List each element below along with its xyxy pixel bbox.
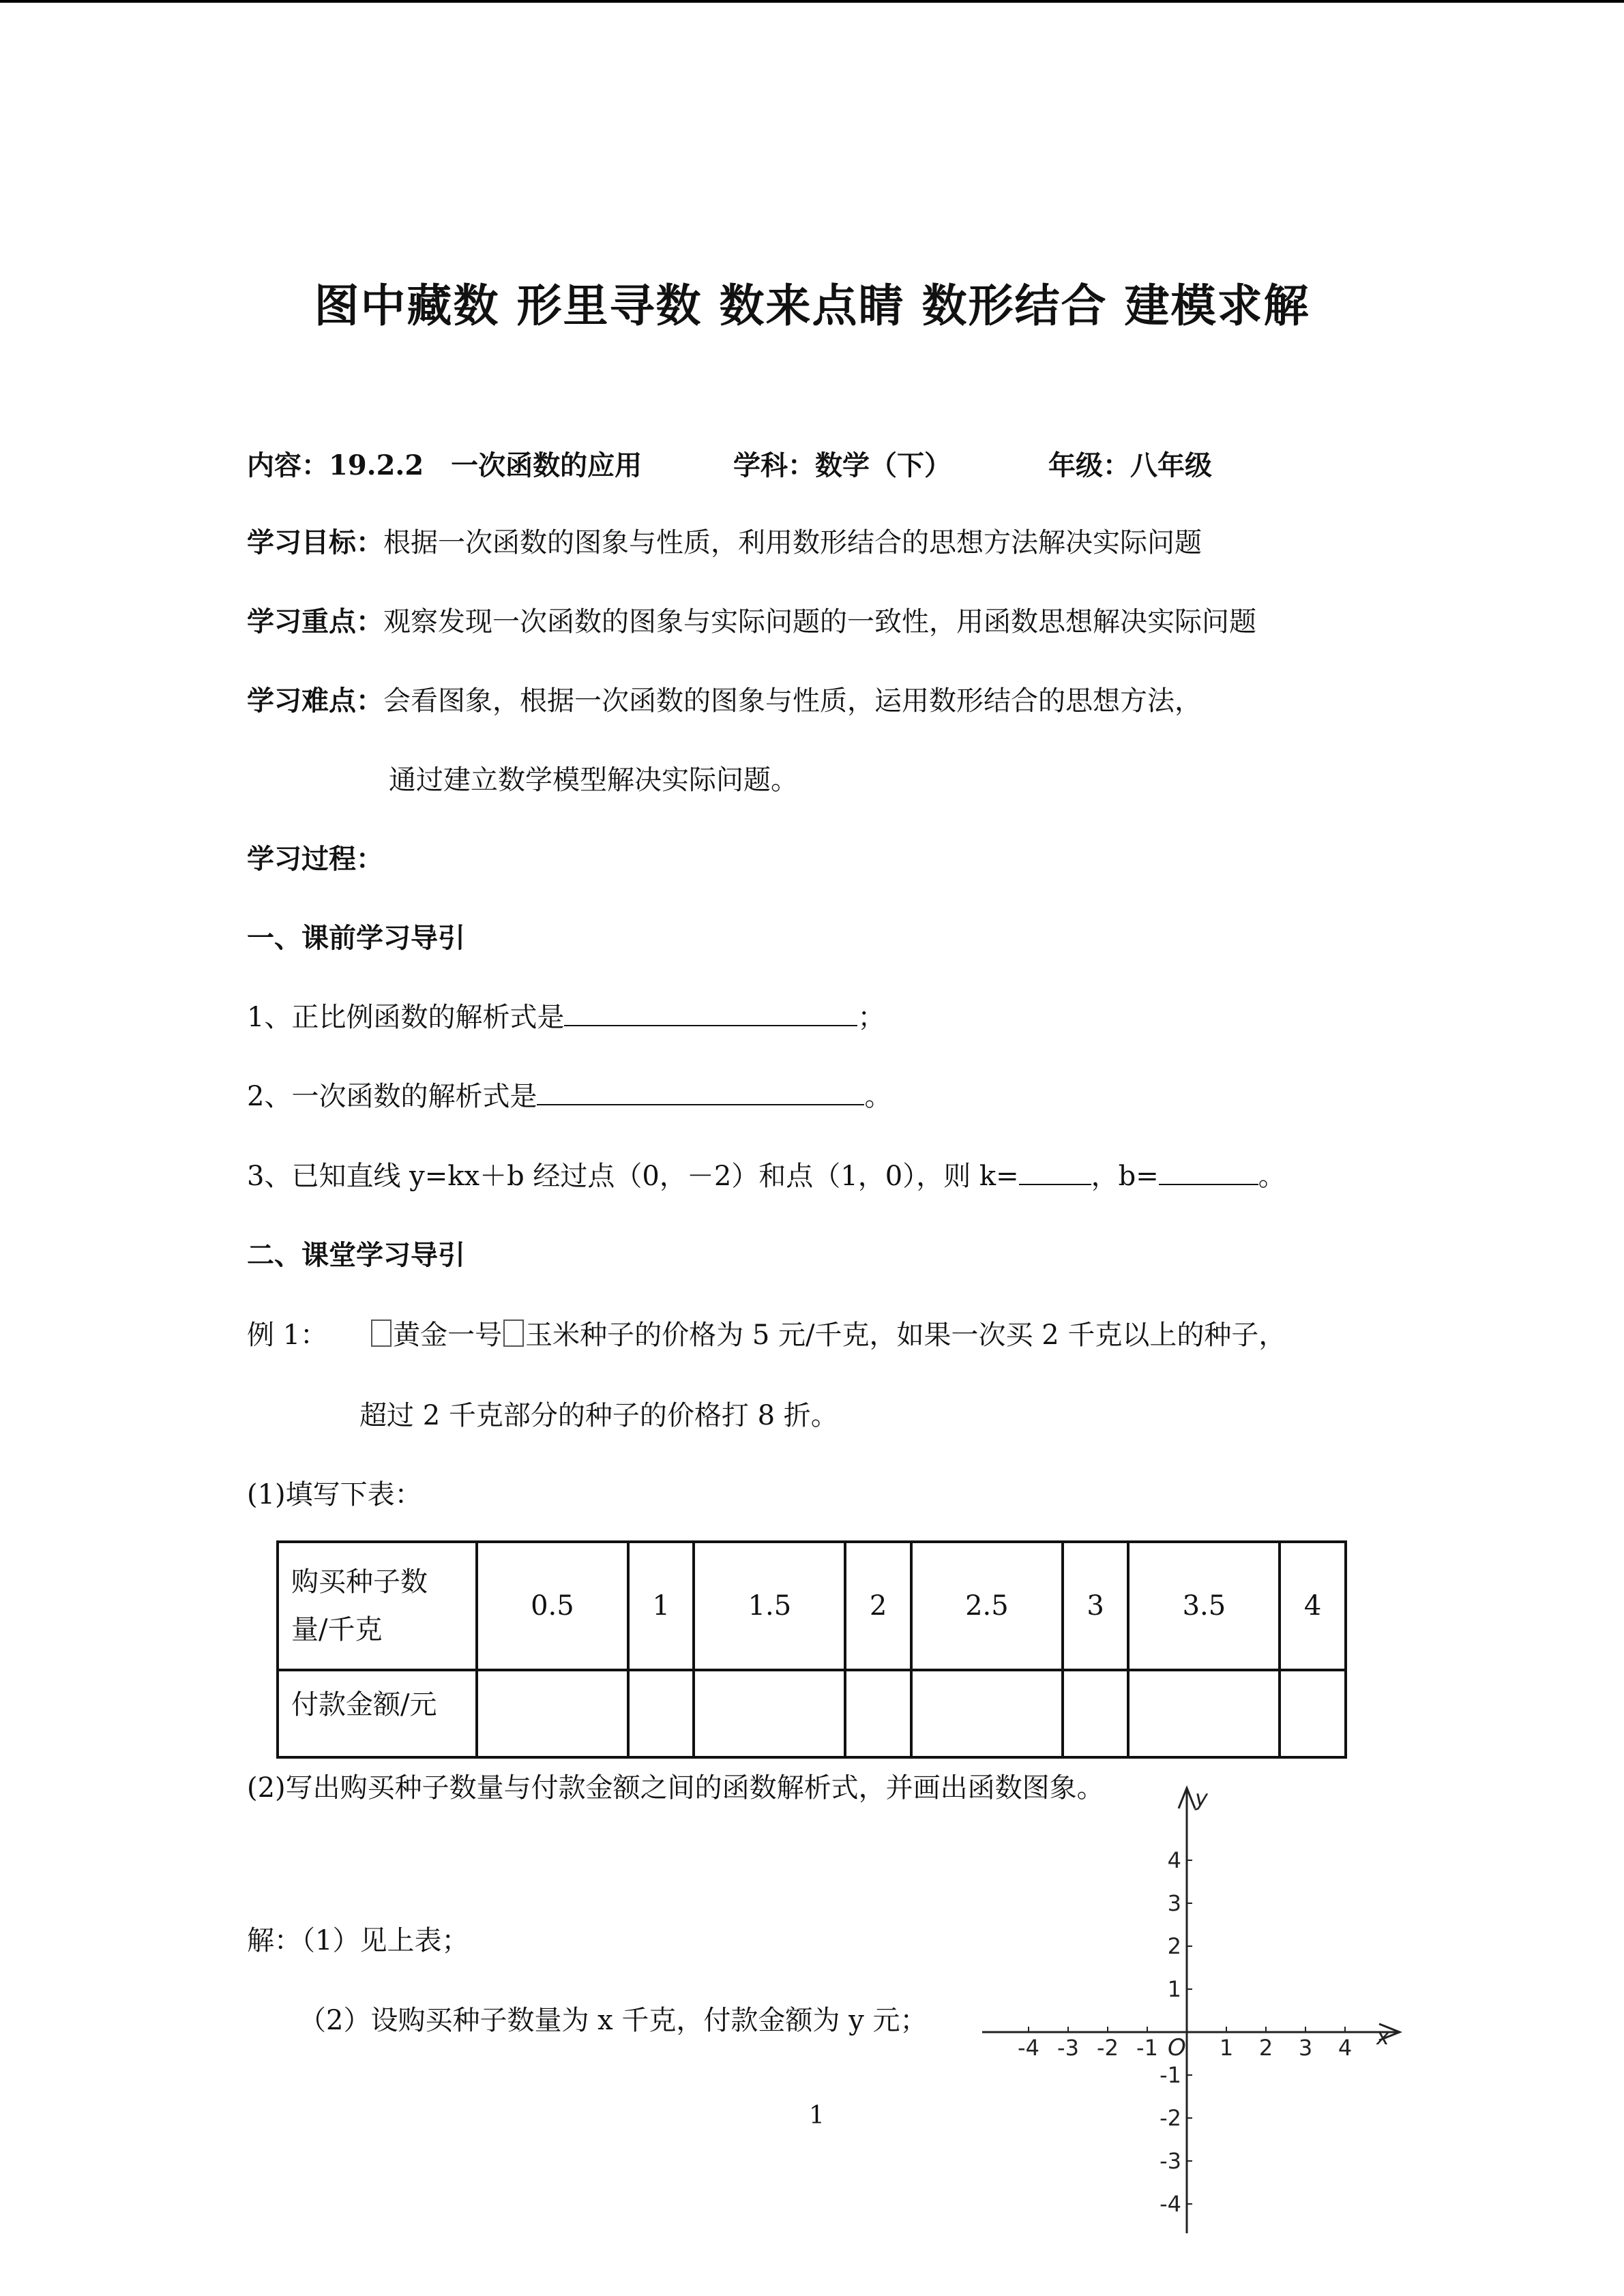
example-label: 例 1： xyxy=(247,1320,328,1351)
example-1 xyxy=(247,1316,1286,1354)
q3-suffix: 。 xyxy=(1258,1161,1286,1192)
content-value: 19.2.2 一次函数的应用 xyxy=(329,449,643,481)
top-border xyxy=(0,0,1624,3)
x-tick-label: -2 xyxy=(1097,2035,1119,2061)
quantity-cell: 0.5 xyxy=(477,1542,628,1670)
payment-answer-cell[interactable] xyxy=(845,1670,911,1757)
k-answer-blank[interactable] xyxy=(1019,1161,1091,1185)
part-1-instruction: (1)填写下表： xyxy=(247,1479,422,1510)
q2-suffix: 。 xyxy=(864,1081,892,1112)
quantity-cell: 3 xyxy=(1063,1542,1129,1670)
payment-answer-cell[interactable] xyxy=(628,1670,694,1757)
question-2 xyxy=(247,1077,891,1116)
difficulty-label: 学习难点： xyxy=(247,685,383,717)
goal-text: 根据一次函数的图象与性质，利用数形结合的思想方法解决实际问题 xyxy=(383,527,1202,558)
x-tick-label: -4 xyxy=(1018,2035,1039,2061)
difficulty-text-2: 通过建立数学模型解决实际问题。 xyxy=(389,764,798,796)
meta-subject: 学科：数学（下） xyxy=(733,449,951,481)
y-axis-label: y xyxy=(1195,1785,1208,1811)
quantity-header-cell xyxy=(278,1542,477,1670)
example-text-a: 黄金一号 xyxy=(393,1320,503,1351)
coordinate-plane xyxy=(982,1773,1405,2237)
y-tick-label: -3 xyxy=(1160,2148,1181,2174)
y-tick-label: 3 xyxy=(1167,1890,1181,1916)
seed-price-table xyxy=(276,1540,1347,1759)
q1-text: 1、正比例函数的解析式是 xyxy=(247,1002,565,1033)
x-tick-label: 3 xyxy=(1298,2035,1313,2061)
section1-heading: 一、课前学习导引 xyxy=(247,922,465,954)
page-number: 1 xyxy=(809,2102,825,2130)
x-tick-label: 2 xyxy=(1258,2035,1273,2061)
quantity-cell: 1 xyxy=(628,1542,694,1670)
open-quote-box xyxy=(371,1320,392,1347)
question-1 xyxy=(247,998,885,1037)
q1-suffix: ； xyxy=(857,1002,885,1033)
goal-line xyxy=(247,524,1202,562)
origin-label: O xyxy=(1168,2034,1186,2061)
difficulty-line xyxy=(247,682,1202,720)
payment-answer-cell[interactable] xyxy=(477,1670,628,1757)
focus-line xyxy=(247,603,1256,641)
quantity-cell: 1.5 xyxy=(694,1542,845,1670)
page-title: 图中藏数 形里寻数 数来点睛 数形结合 建模求解 xyxy=(314,279,1310,332)
y-tick-label: 1 xyxy=(1167,1976,1181,2002)
example-text-2: 超过 2 千克部分的种子的价格打 8 折。 xyxy=(359,1400,838,1431)
payment-answer-cell[interactable] xyxy=(1280,1670,1346,1757)
quantity-header-line2: 量/千克 xyxy=(291,1614,383,1645)
q1-answer-blank[interactable] xyxy=(564,1002,857,1026)
example-text-b: 玉米种子的价格为 5 元/千克，如果一次买 2 千克以上的种子， xyxy=(525,1320,1286,1351)
goal-label: 学习目标： xyxy=(247,526,383,558)
q3-mid: ，b= xyxy=(1091,1161,1159,1192)
y-tick-label: -1 xyxy=(1160,2062,1181,2088)
close-quote-box xyxy=(503,1320,524,1347)
q2-text: 2、一次函数的解析式是 xyxy=(247,1081,537,1112)
payment-answer-cell[interactable] xyxy=(1128,1670,1280,1757)
solution-1: 解：（1）见上表； xyxy=(247,1925,469,1956)
section2-heading: 二、课堂学习导引 xyxy=(247,1239,465,1271)
content-label: 内容： xyxy=(247,449,329,481)
question-3 xyxy=(247,1157,1286,1195)
part-2-instruction: (2)写出购买种子数量与付款金额之间的函数解析式，并画出函数图象。 xyxy=(247,1772,1104,1804)
focus-text: 观察发现一次函数的图象与实际问题的一致性，用函数思想解决实际问题 xyxy=(383,606,1256,638)
meta-grade: 年级：八年级 xyxy=(1048,449,1212,481)
y-tick-label: -4 xyxy=(1160,2191,1181,2217)
x-tick-label: 1 xyxy=(1219,2035,1234,2061)
payment-answer-cell[interactable] xyxy=(911,1670,1063,1757)
quantity-cell: 2 xyxy=(845,1542,911,1670)
payment-header-cell: 付款金额/元 xyxy=(278,1670,477,1757)
quantity-header-line1: 购买种子数 xyxy=(291,1566,428,1598)
table-row xyxy=(278,1670,1346,1757)
y-tick-label: -2 xyxy=(1160,2105,1181,2131)
payment-answer-cell[interactable] xyxy=(694,1670,845,1757)
focus-label: 学习重点： xyxy=(247,606,383,638)
quantity-cell: 4 xyxy=(1280,1542,1346,1670)
meta-content xyxy=(247,447,642,485)
x-tick-label: -1 xyxy=(1136,2035,1158,2061)
quantity-cell: 2.5 xyxy=(911,1542,1063,1670)
q3-text: 3、已知直线 y=kx＋b 经过点（0，－2）和点（1，0），则 k= xyxy=(247,1161,1019,1192)
x-tick-label: 4 xyxy=(1338,2035,1353,2061)
process-label: 学习过程： xyxy=(247,843,383,875)
y-tick-label: 2 xyxy=(1167,1933,1181,1959)
quantity-cell: 3.5 xyxy=(1128,1542,1280,1670)
table-row xyxy=(278,1542,1346,1670)
q2-answer-blank[interactable] xyxy=(537,1081,864,1105)
y-tick-label: 4 xyxy=(1167,1847,1181,1873)
solution-2: （2）设购买种子数量为 x 千克，付款金额为 y 元； xyxy=(299,2005,928,2036)
b-answer-blank[interactable] xyxy=(1159,1161,1258,1185)
difficulty-text-1: 会看图象，根据一次函数的图象与性质，运用数形结合的思想方法， xyxy=(383,685,1202,717)
x-axis-label: x xyxy=(1376,2024,1389,2050)
x-tick-label: -3 xyxy=(1057,2035,1079,2061)
payment-answer-cell[interactable] xyxy=(1063,1670,1129,1757)
